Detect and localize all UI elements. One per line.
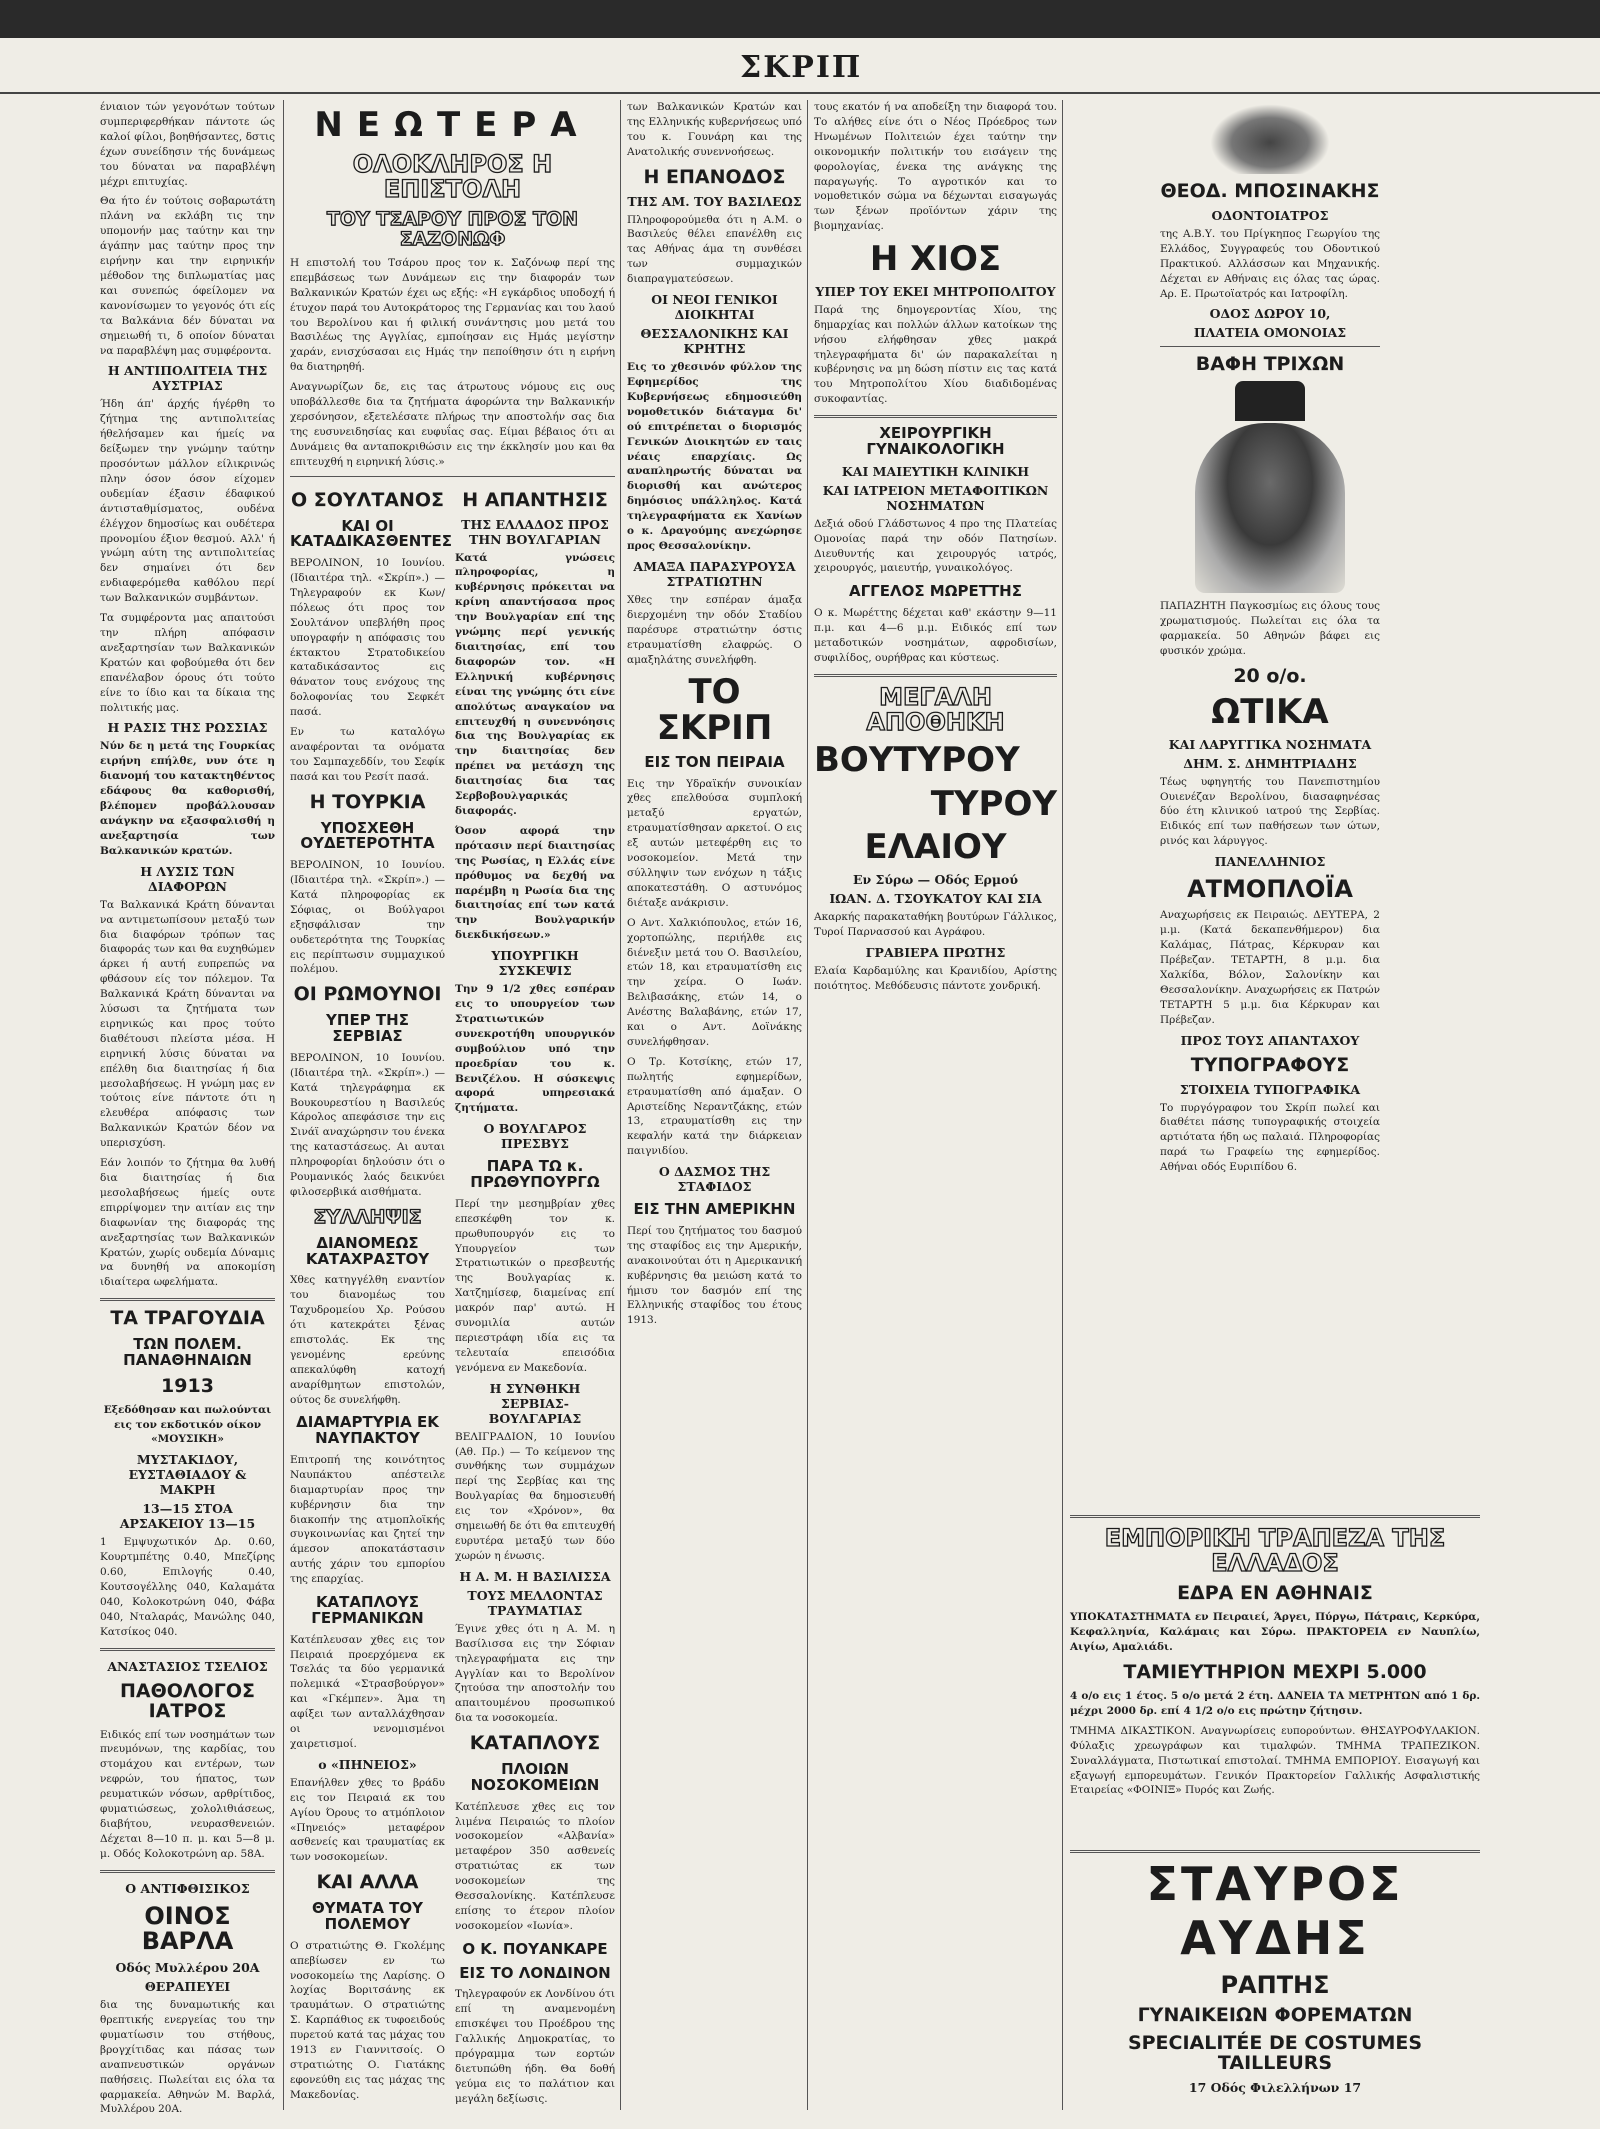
ad-price: 20 ο/ο. bbox=[1233, 665, 1307, 688]
newspaper-name: ΣΚΡΙΠ bbox=[740, 50, 863, 85]
headline: ΟΙ ΝΕΟΙ ΓΕΝΙΚΟΙ ΔΙΟΙΚΗΤΑΙ bbox=[651, 292, 778, 323]
article-text: Παρά της δημογεροντίας Χίου, της δημαρχίας και πολλών άλλων κατοίκων της νήσου ελήφθησαν χθες μακρά τηλεγραφήματα δι' ών παρακαλείται η κυβέρνησις να μη δώση πίστιν εις τας κατά του Μητροπολίτου Χίου διαδιδομένας συκοφαντίας. bbox=[814, 303, 1057, 406]
article-text: ΒΕΡΟΛΙΝΟΝ, 10 Ιουνίου. (Ιδιαιτέρα τηλ. «Σκρίπ».) — Τηλεγραφούν εκ Κων/πόλεως ότι προς τον Σουλτάνον υπεβλήθη προς υπογραφήν η απόφασις του έκτακτου Στρατοδικείου καταδικάσαντος εις θάνατον τους ενόχους της δολοφονίας του Σεφκέτ πασά. bbox=[290, 557, 445, 719]
scan-top-border bbox=[0, 0, 1600, 38]
article-text: Ο Αντ. Χαλκιόπουλος, ετών 16, χορτοπώλης, περιήλθε εις διένεξιν μετά του Ο. Βασιλείου, ετών 18, και ετραυματίσθη εις την χείρα. Ο Ιωάν. Βελιβασάκης, ετών 14, ο Ανέστης Βαλαβάνης, ετών 17, και ο Αντ. Δοϊνάκης συνελήφθησαν. bbox=[627, 916, 802, 1048]
headline: ΤΗΣ ΑΜ. ΤΟΥ ΒΑΣΙΛΕΩΣ bbox=[627, 193, 802, 209]
ad-text: Τέως υφηγητής του Πανεπιστημίου Ουιενέζαν Βερολίνου, διασαφηνέσας δύο έτη κλινικού ιατρού της Σερβίας. Ειδικός επί των παθήσεων των ώτων, ρινός και λάρυγγος. bbox=[1160, 775, 1380, 848]
ad-text: δια της δυναμωτικής και θρεπτικής ενεργείας του την φυματίωσιν του στήθους, βρογχίτιδας και πάσας των αναπνευστικών οργάνων παθήσεις. Πωλείται εις όλα τα φαρμακεία. Αθηνών Μ. Βαρλά, Μυλλέρου 20Α. bbox=[100, 1999, 275, 2116]
ad-title: ΠΑΝΕΛΛΗΝΙΟΣ bbox=[1214, 854, 1326, 870]
column-5 bbox=[814, 100, 1057, 2110]
tailor-ad bbox=[1070, 1850, 1480, 2113]
column-rule bbox=[283, 100, 284, 2110]
ad-text: Ελαία Καρδαμύλης και Κρανιδίου, Αρίστης ποιότητος. Μεθόδευσις πάντοτε χονδρική. bbox=[814, 964, 1057, 992]
ad-address: 13—15 ΣΤΟΑ ΑΡΣΑΚΕΙΟΥ 13—15 bbox=[119, 1501, 256, 1532]
ad-text: Ακαρκής παρακαταθήκη βουτύρων Γάλλικος, Τυροί Παρνασσού και Αγράφου. bbox=[814, 911, 1057, 939]
headline: ο «ΠΗΝΕΙΟΣ» bbox=[318, 1756, 417, 1772]
article-text: Εις το χθεσινόν φύλλον της Εφημερίδος της Κυβερνήσεως εδημοσιεύθη νομοθετικόν διάταγμα δι' ού επιτρέπεται ο διορισμός Γενικών Διοικητών εν ταις νέαις επαρχίαις. Ως αναπληρωτής δύναται να διορισθή και ανώτερος δημόσιος υπάλληλος. Κατά τηλεγραφήματα εκ Χανίων ο κ. Δραγούμης ανεχώρησε προς Θεσσαλονίκην. bbox=[627, 361, 802, 552]
article-text: Ο Τρ. Κοτσίκης, ετών 17, πωλητής εφημερίδων, ετραυματίσθη από άμαξαν. Ο Αριστείδης Νεραντζάκης, ετών 13, ετραυματίσθη εις την κεφαλήν κατά την διάρκειαν παιγνιδίου. bbox=[627, 1055, 802, 1158]
article-text: ΒΕΡΟΛΙΝΟΝ, 10 Ιουνίου. (Ιδιαιτέρα τηλ. «Σκρίπ».) — Κατά τηλεγράφημα εκ Βουκουρεστίου η Βασιλεύς Κάρολος απεφάσισε την εις Σινάϊ αναχώρησιν του ένεκα της καταστάσεως. Αι αυται πληροφορίαι δηλούσιν ότι ο Ρουμανικός λαός δεικνύει φιλοσερβικά αισθήματα. bbox=[290, 1051, 445, 1198]
column-6 bbox=[1070, 100, 1480, 1174]
ad-word: ΒΟΥΤΥΡΟΥ bbox=[814, 740, 1020, 781]
doctor-name: ΔΗΜ. Σ. ΔΗΜΗΤΡΙΑΔΗΣ bbox=[1183, 755, 1357, 771]
section-heading: Η ΡΑΣΙΣ ΤΗΣ ΡΩΣΣΙΑΣ bbox=[107, 720, 268, 736]
portrait-image bbox=[1195, 423, 1345, 593]
article-text: Τηλεγραφούν εκ Λονδίνου ότι επί τη αναμενομένη επισκέψει του Προέδρου της Γαλλικής Δημοκρατίας, το πρόγραμμα των εορτών διετυπώθη ήδη. Θα δοθή γεύμα εις το παλάτιον και μεγάλη δεξίωσις. bbox=[455, 1988, 615, 2105]
article-text: Κατέπλευσαν χθες εις τον Πειραιά προερχόμενα εκ Τσελάς τα δύο γερμανικά πολεμικά «Στρασβούργον» και «Γκέμπεν». Άμα τη αφίξει των ανταλλάχθησαν οι νενομισμένοι χαιρετισμοί. bbox=[290, 1633, 445, 1750]
ad-title: ΑΤΜΟΠΛΟΪΑ bbox=[1187, 875, 1353, 904]
ad-title: ΤΥΠΟΓΡΑΦΟΥΣ bbox=[1190, 1053, 1350, 1076]
ad-text: Ο κ. Μωρέττης δέχεται καθ' εκάστην 9—11 π.μ. και 4—6 μ.μ. Ειδικός επί των μεταδοτικών νοσημάτων, αφροδισίων, συφιλίδος, ουρήθρας και κύστεως. bbox=[814, 607, 1057, 664]
ad-text: Το πυργόγραφον του Σκρίπ πωλεί και διαθέτει πάσης τυπογραφικής στοιχεία αρτιότατα ήδη ως παλαιά. Πληροφορίας παρά τω Γραφείω της εφημερίδος. Αθήναι οδός Ευριπίδου 6. bbox=[1160, 1101, 1380, 1174]
ad-title: ΓΡΑΒΙΕΡΑ ΠΡΩΤΗΣ bbox=[865, 944, 1006, 960]
article-text: ΒΕΛΙΓΡΑΔΙΟΝ, 10 Ιουνίου (Αθ. Πρ.) — Το κείμενον της συνθήκης των συμμάχων περί της Σερβίας και της Βουλγαρίας θα δημοσιευθή εις τον «Χρόνον», θα σημειωθή δε ότι θα επιτευχθή ευρυτέρα μεταξύ των δύο χωρών η ένωσις. bbox=[455, 1430, 615, 1562]
article-text: Αναγνωρίζων δε, εις τας άτρωτους νόμους εις ους υποβάλλεσθε δια τα ζητήματα άφορώντα την Βαλκανικήν χερσόνησον, εξετελέσατε πλήρως την αποστολήν σας δια της ευσυνειδησίας και ευφυΐας σας. Είμαι βέβαιος ότι αι Δυνάμεις θα ανταποκριθώσιν εις την έκκλησίν μου και θα επιτευχθή η ειρηνική λύσις.» bbox=[290, 381, 615, 468]
headline: ΘΥΜΑΤΑ ΤΟΥ ΠΟΛΕΜΟΥ bbox=[311, 1899, 424, 1933]
doctor-ad bbox=[100, 1659, 275, 1862]
ad-year: 1913 bbox=[161, 1374, 214, 1397]
article-text: τους εκατόν ή να αποδείξη την διαφορά του. Το αλήθες είνε ότι ο Νέος Πρόεδρος των Ηνωμένων Πολιτειών έχει ταύτην την οικονομικήν πολιτικήν του εισάγειν της φορολογίας, ένεκα της ανάγκης της παραγωγής. Το αγροτικόν και το νομοθετικόν σώμα να δέχωνται εισαγωγάς των ξένων προϊόντων χάριν της βιομηχανίας. bbox=[814, 101, 1057, 233]
column-rule bbox=[1062, 100, 1063, 2110]
article-text: Την 9 1/2 χθες εσπέραν εις το υπουργείον των Στρατιωτικών συνεκροτήθη υπουργικόν συμβούλιον υπό την προεδρίαν του κ. Βενιζέλου. Η σύσκεψις αφορά υπηρεσιακά ζητήματα. bbox=[455, 983, 615, 1115]
ad-title: ΤΑ ΤΡΑΓΟΥΔΙΑ bbox=[110, 1307, 265, 1330]
column-1 bbox=[100, 100, 275, 2116]
headline: ΟΛΟΚΛΗΡΟΣ Η ΕΠΙΣΤΟΛΗ bbox=[352, 149, 553, 203]
music-ad bbox=[100, 1309, 275, 1639]
headline: ΤΟ ΣΚΡΙΠ bbox=[656, 672, 773, 749]
headline: ΥΠΕΡ ΤΟΥ ΕΚΕΙ ΜΗΤΡΟΠΟΛΙΤΟΥ bbox=[815, 283, 1056, 299]
headline: Ο Κ. ΠΟΥΑΝΚΑΡΕ bbox=[462, 1939, 608, 1958]
article-text: Επανήλθεν χθες το βράδυ εις τον Πειραιά εκ του Αγίου Όρους το ατμόπλοιον «Πηνειός» μεταφέρον ασθενείς και τραυματίας εκ των νοσοκομείων. bbox=[290, 1776, 445, 1864]
headline: ΤΟΥΣ ΜΕΛΛΟΝΤΑΣ ΤΡΑΥΜΑΤΙΑΣ bbox=[467, 1587, 603, 1618]
headline: Η ΕΠΑΝΟΔΟΣ bbox=[643, 165, 786, 188]
ad-name: ΘΕΟΔ. ΜΠΟΣΙΝΑΚΗΣ bbox=[1160, 180, 1380, 202]
ad-name: ΑΝΑΣΤΑΣΙΟΣ ΤΣΕΛΙΟΣ bbox=[107, 1658, 268, 1674]
ad-title: ΠΡΟΣ ΤΟΥΣ ΑΠΑΝΤΑΧΟΥ bbox=[1180, 1032, 1360, 1048]
ad-name: ΣΤΑΥΡΟΣ ΑΥΔΗΣ bbox=[1146, 1857, 1404, 1965]
headline: ΑΜΑΞΑ ΠΑΡΑΣΥΡΟΥΣΑ ΣΤΡΑΤΙΩΤΗΝ bbox=[633, 558, 796, 589]
ad-word: ΤΥΡΟΥ bbox=[930, 783, 1057, 824]
article-text: Επιτροπή της κοινότητος Ναυπάκτου απέστειλε διαμαρτυρίαν προς την κυβέρνησιν δια την διακοπήν της ατμοπλοϊκής συγκοινωνίας και ζητεί την άμεσον αποκατάστασιν αυτής χάριν του εμπορίου της επαρχίας. bbox=[290, 1453, 445, 1586]
headline: ΥΠΟΣΧΕΘΗ ΟΥΔΕΤΕΡΟΤΗΤΑ bbox=[300, 818, 435, 853]
article-text: Εν τω καταλόγω αναφέρονται τα ονόματα του Σαμπαχεδδίν, του Σεφίκ πασά και του Ρεσίτ πασά. bbox=[290, 726, 445, 783]
ad-title: ΓΥΝΑΙΚΕΙΩΝ ΦΟΡΕΜΑΤΩΝ bbox=[1137, 2004, 1413, 2027]
article-text: Εάν λοιπόν το ζήτημα θα λυθή δια διαιτησίας ή δια μεσολαβήσεως ήμείς ουτε επιρρίψομεν την αιτίαν εις την διαφωνίαν της διαφοράς της ανεξαρτησίας των Βαλκανικών Κρατών, χωρίς ουδεμία Δύναμις να δυνηθή να αποκομίση ιδιαίτερα ωφελήματα. bbox=[100, 1157, 275, 1289]
headline: ΤΟΥ ΤΣΑΡΟΥ ΠΡΟΣ ΤΟΝ ΣΑΖΟΝΩΦ bbox=[326, 208, 579, 250]
column-4 bbox=[627, 100, 802, 2110]
ad-title: ΕΜΠΟΡΙΚΗ ΤΡΑΠΕΖΑ ΤΗΣ ΕΛΛΑΔΟΣ bbox=[1104, 1524, 1446, 1578]
ad-text: Εν Σύρω — Οδός Ερμού bbox=[852, 872, 1018, 888]
ad-title: SPECIALITÉE DE COSTUMES TAILLEURS bbox=[1127, 2032, 1423, 2075]
ad-address: ΟΔΟΣ ΔΩΡΟΥ 10, bbox=[1209, 306, 1331, 322]
doctor-name: ΑΓΓΕΛΟΣ ΜΩΡΕΤΤΗΣ bbox=[849, 582, 1022, 601]
divider bbox=[814, 674, 1057, 677]
article-text: Έγινε χθες ότι η Α. Μ. η Βασίλισσα εις την Σόφιαν τηλεγραφήματα εις την Αγγλίαν και το Βερολίνον ζητούσα την αποστολήν του απαιτουμένου προσωπικού δια τα νοσοκομεία. bbox=[455, 1622, 615, 1725]
headline: ΟΙ ΡΩΜΟΥΝΟΙ bbox=[293, 983, 442, 1006]
headline: Ο ΔΑΣΜΟΣ ΤΗΣ ΣΤΑΦΙΔΟΣ bbox=[658, 1164, 771, 1195]
headline: ΥΠΕΡ ΤΗΣ ΣΕΡΒΙΑΣ bbox=[326, 1011, 409, 1046]
headline: Ο ΣΟΥΛΤΑΝΟΣ bbox=[290, 488, 445, 511]
sub-column-left bbox=[290, 483, 453, 2108]
masthead bbox=[0, 40, 1600, 94]
divider bbox=[100, 1870, 275, 1873]
headline: ΔΙΑΝΟΜΕΩΣ ΚΑΤΑΧΡΑΣΤΟΥ bbox=[305, 1233, 430, 1268]
ad-text: Ειδικός επί των νοσημάτων των πνευμόνων, της καρδίας, του στομάχου και εντέρων, των νεφρών, του ήπατος, των ρευματικών νόσων, αρθρίτιδος, φυματιώσεως, χολολιθιάσεως, διαβήτου, νευρασθενειών. Δέχεται 8—10 π. μ. και 5—8 μ. μ. Οδός Κολοκοτρώνη αρ. 58Α. bbox=[100, 1728, 275, 1860]
article-text: Τα συμφέροντα μας απαιτούσι την πλήρη απόφασιν ανεξαρτησίαν των Βαλκανικών Κρατών και φοβούμεθα ότι δεν επανέλαβον όρους ότι τούτο είνε το ίδιο και τα δίκαια της πολιτικής μας. bbox=[100, 612, 275, 714]
ad-title: ΟΔΟΝΤΟΙΑΤΡΟΣ bbox=[1211, 207, 1329, 223]
article-text: Τα Βαλκανικά Κράτη δύνανται να αντιμετωπίσουν μεταξύ των δια διαφόρων τρόπων τας διαφοράς των και θα ευχηθώμεν άρκει ή αυτή ευπρεπώς να φθάσουν είς τον πόλεμον. Τα Βαλκανικά Κράτη δύνανται να λύσωσι τα ζητήματα των ειρηνικώς και προς τούτο διαθέτουσι πλείστα μέσα. Η ειρηνική λύσις δύναται να επέλθη δια διαιτησίας ή δια μεσολαβήσεως. Η γνώμη μας εν τούτοις είνε πάντοτε ότι η ελευθέρα απόφασις των Βαλκανικών Κρατών δέον να υπερισχύση. bbox=[100, 898, 275, 1150]
article-text: Εις την Υδραϊκήν συνοικίαν χθες επελθούσα συμπλοκή μεταξύ εργατών, ετραυματίσθησαν αρκετοί. Ο εις εξ αυτών μετεφέρθη εις το νοσοκομείον. Μετά την σύλληψιν των ενόχων η τάξις αποκατεστάθη. Ο αστυνόμος διέταξε ανάκρισιν. bbox=[627, 777, 802, 909]
ad-title: ΣΤΟΙΧΕΙΑ ΤΥΠΟΓΡΑΦΙΚΑ bbox=[1179, 1081, 1361, 1097]
ad-name: ΙΩΑΝ. Δ. ΤΣΟΥΚΑΤΟΥ ΚΑΙ ΣΙΑ bbox=[829, 891, 1042, 907]
ad-text: 1 Εμψυχωτικόν Δρ. 0.60, Κουρτμπέτης 0.40, Μπεζίρης 0.60, Επιλογής 0.40, Κουτσογέλλης 040, Καλαμάτα 040, Κολοκοτρώνη 040, Φάβα 040, Νταλαράς, Μανώλης 040, Κατσίκος 040. bbox=[100, 1536, 275, 1638]
headline: Η ΤΟΥΡΚΙΑ bbox=[309, 790, 426, 813]
fez-icon bbox=[1235, 381, 1305, 421]
ad-text: ΥΠΟΚΑΤΑΣΤΗΜΑΤΑ εν Πειραιεί, Άργει, Πύργω, Πάτραις, Κερκύρα, Κεφαλληνία, Καλάμαις και Σύρω. ΠΡΑΚΤΟΡΕΙΑ εν Ναυπλίω, Αιγίω, Αμαλιάδι. bbox=[1070, 1611, 1480, 1654]
headline: ΚΑΤΑΠΛΟΥΣ bbox=[469, 1732, 601, 1755]
headline: Η ΧΙΟΣ bbox=[869, 239, 1002, 280]
headline: ΠΛΟΙΩΝ ΝΟΣΟΚΟΜΕΙΩΝ bbox=[470, 1760, 600, 1794]
article-text: των Βαλκανικών Κρατών και της Ελληνικής κυβερνήσεως υπό του κ. Γουνάρη και της Ανατολικής συνεννοήσεως. bbox=[627, 101, 802, 158]
column-rule bbox=[807, 100, 808, 2110]
ad-text: ΠΑΠΑΖΗΤΗ Παγκοσμίως εις όλους τους χρωματισμούς. Πωλείται εις όλα τα φαρμακεία. 50 Αθηνών βάφει εις φυσικόν χρώμα. bbox=[1160, 600, 1380, 658]
article-text: Περί την μεσημβρίαν χθες επεσκέφθη τον κ. πρωθυπουργόν εις το Υπουργείον των Στρατιωτικών ο πρεσβευτής της Βουλγαρίας κ. Χατζημίσεφ, διαμείνας επί μακρόν παρ' αυτώ. Η συνομιλία αυτών περιεστράφη ιδία εις τα τελευταία επεισόδια γενόμενα εν Μακεδονία. bbox=[455, 1197, 615, 1374]
bank-ad bbox=[1070, 1515, 1480, 1848]
section-heading: Η ΛΥΣΙΣ ΤΩΝ ΔΙΑΦΟΡΩΝ bbox=[140, 863, 235, 894]
ad-text: Αναχωρήσεις εκ Πειραιώς. ΔΕΥΤΕΡΑ, 2 μ.μ. (Κατά δεκαπενθήμερον) δια Καλάμας, Πάτρας, Κέρκυραν και Πρέβεζαν. ΤΕΤΑΡΤΗ, 8 μ.μ. δια Χαλκίδα, Βόλον, Σαλονίκην και Θεσσαλονίκην. Αναχωρήσεις εκ Πατρών ΤΕΤΑΡΤΗ 5 μ.μ. δια Κέρκυραν και Πρέβεζαν. bbox=[1160, 909, 1380, 1026]
ad-address: 17 Οδός Φιλελλήνων 17 bbox=[1188, 2080, 1362, 2095]
headline: ΚΑΙ ΟΙ ΚΑΤΑΔΙΚΑΣΘΕΝΤΕΣ bbox=[290, 516, 453, 551]
ad-text: 4 ο/ο εις 1 έτος. 5 ο/ο μετά 2 έτη. ΔΑΝΕΙΑ ΤΑ ΜΕΤΡΗΤΩΝ από 1 δρ. μέχρι 2000 δρ. επί 4 1/2 ο/ο εις πρώτην ζήτησιν. bbox=[1070, 1689, 1480, 1717]
headline: Η ΑΠΑΝΤΗΣΙΣ bbox=[462, 488, 608, 511]
article-text: Κατά γνώσεις πληροφορίας, η κυβέρνησις πρόκειται να κρίνη απαντήσασα προς την Βουλγαρίαν επί της γνώμης περί γενικής διαιτησίας, επί του διαφορών τον. «Η Ελληνική κυβέρνησις είναι της γνώμης ότι είνε απολύτως αναγκαίον να επιτευχθή η συνεννόησις δια της Βουλγαρίας εκ την διαιτησίας δεν πρέπει να μετάσχη της διαιτησίας δια τας Σερβοβουλγαρικάς διαφοράς. bbox=[455, 551, 615, 817]
divider bbox=[1160, 346, 1380, 347]
headline: ΕΙΣ ΤΟ ΛΟΝΔΙΝΟΝ bbox=[459, 1963, 611, 1982]
headline: Η Α. Μ. Η ΒΑΣΙΛΙΣΣΑ bbox=[459, 1568, 611, 1584]
ad-word: ΕΛΑΙΟΥ bbox=[864, 827, 1007, 868]
article-text: Ήδη άπ' άρχής ήγέρθη το ζήτημα της αντιπολιτείας ήθελήσαμεν και ήμείς να δείξωμεν την γνώμην ταύτην προσόντων μάλλον είλικρινώς πλην όσον όσον είχομεν ουδεμίαν έξασιν έδαφικού άντισταθμίσματος, ουδένα έλέγχον δημοσίως και ουδέτερα προνομίου έξιον θεσμού. Αλλ' ή γνώμη αύτη της αντιπολιτείας δεν σημαίνει ότι δεν ενδιαφερόμεθα καθόλου περί των Βαλκανικών συμβάντων. bbox=[100, 398, 275, 605]
article-text: Χθες την εσπέραν άμαξα διερχομένη την οδόν Σταδίου παρέσυρε στρατιώτην όστις ετραυματίσθη ελαφρώς. Ο αμαξηλάτης συνελήφθη. bbox=[627, 593, 802, 666]
article-text: Κατέπλευσε χθες εις τον λιμένα Πειραιώς το πλοίον νοσοκομείον «Αλβανία» μεταφέρον 350 ασθενείς στρατιώτας εκ των νοσοκομείων της Θεσσαλονίκης. Κατέπλευσε επίσης το έτερον πλοίον νοσοκομείον «Ιωνία». bbox=[455, 1800, 615, 1932]
ad-text: Εξεδόθησαν και πωλούνται εις τον εκδοτικόν οίκον «ΜΟΥΣΙΚΗ» bbox=[103, 1403, 272, 1446]
ad-title: ΤΩΝ ΠΟΛΕΜ. ΠΑΝΑΘΗΝΑΙΩΝ bbox=[123, 1335, 252, 1369]
wine-ad bbox=[100, 1881, 275, 2118]
article-text: Όσον αφορά την πρότασιν περί διαιτησίας της Ρωσίας, η Ελλάς είνε πρόθυμος να δεχθή να παρέμβη η Ρωσία δια της διαιτησίας επί των κατά την Βουλγαρικήν διεκδικήσεων.» bbox=[455, 824, 615, 942]
headline: Η ΣΥΝΘΗΚΗ ΣΕΡΒΙΑΣ-ΒΟΥΛΓΑΡΙΑΣ bbox=[488, 1380, 582, 1426]
divider bbox=[814, 415, 1057, 418]
article-text: ΒΕΡΟΛΙΝΟΝ, 10 Ιουνίου. (Ιδιαιτέρα τηλ. «Σκρίπ».) — Κατά πληροφορίας εκ Σόφιας, οι Βούλγαροι εξησφάλισαν την ουδετερότητα της Τουρκίας εις περίπτωσιν συμμαχικού πολέμου. bbox=[290, 859, 445, 976]
article-text: Η επιστολή του Τσάρου προς τον κ. Σαζόνωφ περί της επεμβάσεως των Δυνάμεων εις την διαφοράν των Βαλκανικών Κρατών έχει ως εξής: «Η εγκάρδιος υποδοχή ή έτυχον παρά του Αυτοκράτορος της Γερμανίας και του λαού του Βερολίνου και ή φιλική συνάντησις μου μετά του Βασιλέως της Αγγλίας, εμποίησαν εις Ημάς μεγίστην χαράν, ενισχύσασαι εις Ημάς την πεποίθησιν ότι η ειρήνη θα διατηρηθή. bbox=[290, 256, 615, 374]
ad-title: ΠΑΘΟΛΟΓΟΣ ΙΑΤΡΟΣ bbox=[119, 1679, 255, 1722]
article-text: Πληροφορούμεθα ότι η Α.Μ. ο Βασιλεύς θέλει επανέλθη εις τας Αθήνας άμα τη συνθέσει των συμμαχικών διαπραγματεύσεων. bbox=[627, 213, 802, 286]
article-text: ένιαιον τών γεγονότων τούτων συμπεριφερθήκαν πάντοτε ώς καλοί φίλοι, βοηθήσαντες, δστις έχων συνείδησιν τής δυνάμεως του δύναται να παραβλέψη μέχρι επιτυχίας. bbox=[100, 101, 275, 188]
ad-title: ΤΑΜΙΕΥΤΗΡΙΟΝ ΜΕΧΡΙ 5.000 bbox=[1123, 1661, 1427, 1684]
ad-sub: ΘΕΡΑΠΕΥΕΙ bbox=[144, 1979, 231, 1995]
ad-text: ΤΜΗΜΑ ΔΙΚΑΣΤΙΚΟΝ. Αναγνωρίσεις ευπορούντων. ΘΗΣΑΥΡΟΦΥΛΑΚΙΟΝ. Φύλαξις χρεωγράφων και τιμαλφών. ΤΜΗΜΑ ΤΡΑΠΕΖΙΚΟΝ. Συναλλάγματα, Πιστωτικαί επιστολαί. ΤΜΗΜΑ ΕΜΠΟΡΙΟΥ. Εισαγωγή και εξαγωγή εμπορευμάτων. Γενικόν Πρακτορείον Γαλλικής Ασφαλιστικής Εταιρείας «ΦΟΙΝΙΞ» Πυρός και Ζωής. bbox=[1070, 1724, 1480, 1797]
ad-address: Οδός Μυλλέρου 20Α bbox=[115, 1960, 260, 1976]
headline: ΚΑΙ ΜΑΙΕΥΤΙΚΗ ΚΛΙΝΙΚΗ bbox=[841, 463, 1030, 479]
headline: ΚΑΙ ΙΑΤΡΕΙΟΝ ΜΕΤΑΦΟΙΤΙΚΩΝ ΝΟΣΗΜΑΤΩΝ bbox=[822, 482, 1049, 513]
headline: Ο ΒΟΥΛΓΑΡΟΣ ΠΡΕΣΒΥΣ bbox=[483, 1121, 587, 1152]
ad-title: ΩΤΙΚΑ bbox=[1211, 691, 1329, 732]
headline: ΔΙΑΜΑΡΤΥΡΙΑ ΕΚ ΝΑΥΠΑΚΤΟΥ bbox=[296, 1413, 439, 1448]
headline: ΚΑΤΑΠΛΟΥΣ ΓΕΡΜΑΝΙΚΩΝ bbox=[311, 1593, 424, 1627]
headline: ΕΙΣ ΤΟΝ ΠΕΙΡΑΙΑ bbox=[644, 752, 785, 771]
ad-title: ΒΑΦΗ ΤΡΙΧΩΝ bbox=[1195, 353, 1345, 376]
ad-text: Δεξιά οδού Γλάδστωνος 4 προ της Πλατείας Ομονοίας παρά την οδόν Πατησίων. Διευθυντής και χειρουργός ιατρός, χειρουργός, μαιευτήρ, γυναικολόγος. bbox=[814, 517, 1057, 575]
divider bbox=[100, 1298, 275, 1301]
ad-title: ΟΙΝΟΣ ΒΑΡΛΑ bbox=[141, 1901, 234, 1955]
column-2 bbox=[290, 100, 615, 2110]
section-banner: ΝΕΩΤΕΡΑ bbox=[314, 105, 591, 145]
divider bbox=[100, 1648, 275, 1651]
headline: ΘΕΣΣΑΛΟΝΙΚΗΣ ΚΑΙ ΚΡΗΤΗΣ bbox=[640, 326, 789, 357]
headline: ΣΥΛΛΗΨΙΣ bbox=[313, 1205, 422, 1228]
dentist-ad bbox=[1160, 104, 1380, 1175]
crest-icon bbox=[1210, 104, 1330, 174]
ad-text: της Α.Β.Υ. του Πρίγκηπος Γεωργίου της Ελλάδος, Συγγραφεύς του Οδοντικού Πρακτικού. Αλλάσσων και Μηχανικής. Δέχεται εν Αθήναις εις όλας τας ώρας. Αρ. Ε. Πρωτοϊατρός και Ιατροφίλη. bbox=[1160, 227, 1380, 300]
section-heading: Η ΑΝΤΙΠΟΛΙΤΕΙΑ ΤΗΣ ΑΥΣΤΡΙΑΣ bbox=[107, 363, 268, 394]
ad-address: ΠΛΑΤΕΙΑ ΟΜΟΝΟΙΑΣ bbox=[1193, 325, 1347, 341]
sub-column-right bbox=[455, 483, 615, 2112]
headline: ΤΗΣ ΕΛΛΑΔΟΣ ΠΡΟΣ ΤΗΝ ΒΟΥΛΓΑΡΙΑΝ bbox=[461, 516, 609, 547]
article-text: Χθες κατηγγέλθη εναντίον του διανομέως του Ταχυδρομείου Χρ. Ρούσου ότι κατεκράτει ξένας επιστολάς. Εκ της γενομένης ερεύνης απεκαλύφθη κατοχή αναρίθμητων επιστολών, ούτος δε συνελήφθη. bbox=[290, 1274, 445, 1406]
headline: ΠΑΡΑ ΤΩ κ. ΠΡΩΘΥΠΟΥΡΓΩ bbox=[470, 1157, 600, 1192]
headline: ΜΕΓΑΛΗ ΑΠΟΘΗΚΗ bbox=[866, 682, 1005, 736]
article-text: Θα ήτο έν τούτοις σοβαρωτάτη πλάνη να εκλάβη τις την υπομονήν μας ταύτην και την άγάπην μας ταύτην προς την ειρήνην και την ειρηνικήν μέθοδον της διπλωματίας μας και συνεπώς όφείλομεν να κανονίσωμεν το γεγονός ότι είς τα Βαλκάνια δέν δύναται να σημειωθή τι, δ οποίον δύναται να παραβλέψη μας συμφέροντα. bbox=[100, 195, 275, 357]
ad-small: Ο ΑΝΤΙΦΘΙΣΙΚΟΣ bbox=[125, 1880, 250, 1896]
headline: ΧΕΙΡΟΥΡΓΙΚΗ ΓΥΝΑΙΚΟΛΟΓΙΚΗ bbox=[866, 424, 1005, 458]
divider bbox=[290, 476, 615, 477]
ad-sub: ΕΔΡΑ ΕΝ ΑΘΗΝΑΙΣ bbox=[1177, 1582, 1373, 1605]
column-rule bbox=[620, 100, 621, 2110]
headline: ΥΠΟΥΡΓΙΚΗ ΣΥΣΚΕΨΙΣ bbox=[491, 948, 579, 979]
headline: ΕΙΣ ΤΗΝ ΑΜΕΡΙΚΗΝ bbox=[633, 1200, 796, 1219]
ad-title: ΡΑΠΤΗΣ bbox=[1220, 1971, 1330, 1999]
ad-title: ΚΑΙ ΛΑΡΥΓΓΙΚΑ ΝΟΣΗΜΑΤΑ bbox=[1168, 736, 1372, 752]
ad-names: ΜΥΣΤΑΚΙΔΟΥ, ΕΥΣΤΑΘΙΑΔΟΥ & ΜΑΚΡΗ bbox=[128, 1452, 247, 1498]
article-text: Νύν δε η μετά της Γουρκίας ειρήνη επήλθε, νυν ότε η διανομή του κατακτηθέντος εδάφους θα καθορισθή, βλέπομεν προβάλλουσαν ανάγκην να εξασφαλισθή η ανεξαρτησία των Βαλκανικών κρατών. bbox=[100, 740, 275, 857]
headline: ΚΑΙ ΑΛΛΑ bbox=[316, 1871, 419, 1894]
article-text: Ο στρατιώτης Θ. Γκολέμης απεβίωσεν εν τω νοσοκομείω της Λαρίσης. Ο λοχίας Βοριτσάνης εκ τραυμάτων. Ο στρατιώτης Σ. Καρπάθιος εκ τυφοειδούς πυρετού κατά τας μάχας του 1913 εν Γιαννιτσοίς. Ο στρατιώτης Ο. Γιατάκης εφονεύθη εις τας μάχας της Μακεδονίας. bbox=[290, 1939, 445, 2101]
article-text: Περί του ζητήματος του δασμού της σταφίδος εις την Αμερικήν, ανακοινούται ότι η Αμερικανική κυβέρνησις θα μειώση κατά το ήμισυ τον δασμόν επί της Ελληνικής σταφίδος του έτους 1913. bbox=[627, 1224, 802, 1327]
